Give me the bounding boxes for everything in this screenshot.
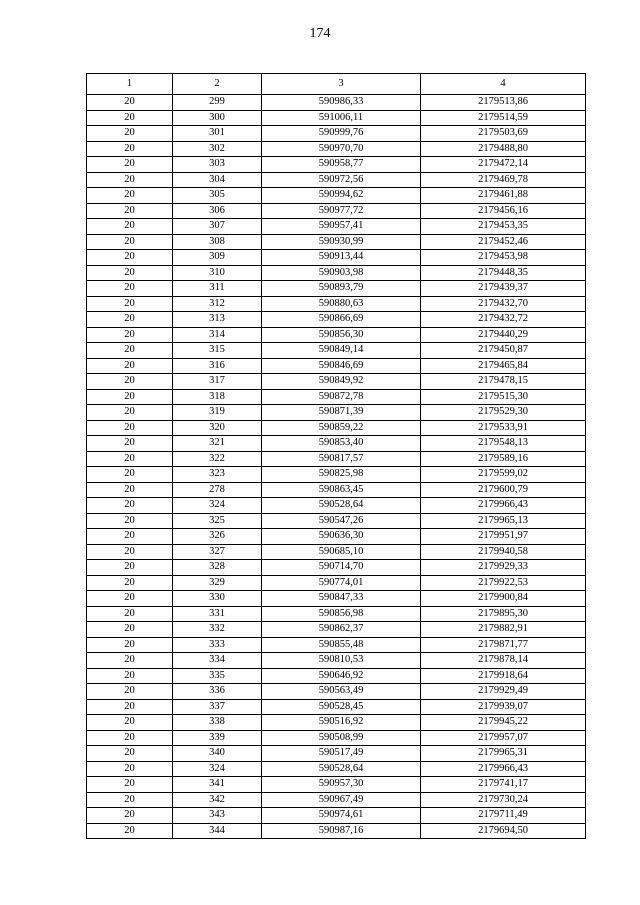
table-row [87, 560, 586, 576]
table-cell: 315 [173, 343, 262, 359]
table-row [87, 126, 586, 142]
table-cell: 590856,98 [262, 606, 421, 622]
table-row [87, 312, 586, 328]
table-cell: 20 [87, 575, 173, 591]
table-cell: 20 [87, 467, 173, 483]
table-cell: 2179589,16 [421, 451, 586, 467]
table-row [87, 746, 586, 762]
table-cell: 332 [173, 622, 262, 638]
table-cell: 319 [173, 405, 262, 421]
table-row [87, 637, 586, 653]
table-cell: 20 [87, 157, 173, 173]
table-cell: 590986,33 [262, 95, 421, 111]
table-cell: 312 [173, 296, 262, 312]
table-cell: 590903,98 [262, 265, 421, 281]
table-row [87, 684, 586, 700]
table-cell: 307 [173, 219, 262, 235]
table-row [87, 141, 586, 157]
table-row [87, 188, 586, 204]
table-row [87, 653, 586, 669]
table-cell: 20 [87, 141, 173, 157]
table-cell: 2179432,70 [421, 296, 586, 312]
table-cell: 311 [173, 281, 262, 297]
table-cell: 316 [173, 358, 262, 374]
table-cell: 329 [173, 575, 262, 591]
table-cell: 590528,45 [262, 699, 421, 715]
table-cell: 342 [173, 792, 262, 808]
table-cell: 2179469,78 [421, 172, 586, 188]
table-row [87, 405, 586, 421]
table-cell: 590957,41 [262, 219, 421, 235]
table-cell: 590563,49 [262, 684, 421, 700]
table-cell: 2179939,07 [421, 699, 586, 715]
table-header [87, 74, 586, 95]
column-header: 2 [173, 74, 262, 95]
table-cell: 20 [87, 761, 173, 777]
table-cell: 2179951,97 [421, 529, 586, 545]
table-cell: 590810,53 [262, 653, 421, 669]
table-cell: 2179730,24 [421, 792, 586, 808]
table-cell: 590849,92 [262, 374, 421, 390]
table-cell: 20 [87, 374, 173, 390]
table-cell: 2179453,98 [421, 250, 586, 266]
table-cell: 2179515,30 [421, 389, 586, 405]
table-cell: 590859,22 [262, 420, 421, 436]
table-cell: 323 [173, 467, 262, 483]
table-row [87, 172, 586, 188]
table-cell: 333 [173, 637, 262, 653]
table-cell: 590636,30 [262, 529, 421, 545]
table-cell: 2179600,79 [421, 482, 586, 498]
table-cell: 2179529,30 [421, 405, 586, 421]
table-cell: 2179599,02 [421, 467, 586, 483]
table-row [87, 343, 586, 359]
table-row [87, 482, 586, 498]
table-cell: 20 [87, 389, 173, 405]
table-cell: 590977,72 [262, 203, 421, 219]
table-cell: 20 [87, 343, 173, 359]
column-header: 1 [87, 74, 173, 95]
table-cell: 590930,99 [262, 234, 421, 250]
table-cell: 590846,69 [262, 358, 421, 374]
table-row [87, 808, 586, 824]
table-cell: 2179878,14 [421, 653, 586, 669]
table-cell: 308 [173, 234, 262, 250]
table-row [87, 296, 586, 312]
table-cell: 20 [87, 95, 173, 111]
table-cell: 321 [173, 436, 262, 452]
table-row [87, 95, 586, 111]
table-cell: 590974,61 [262, 808, 421, 824]
table-cell: 2179918,64 [421, 668, 586, 684]
table-cell: 2179448,35 [421, 265, 586, 281]
table-cell: 2179432,72 [421, 312, 586, 328]
table-cell: 344 [173, 823, 262, 839]
table-cell: 325 [173, 513, 262, 529]
table-cell: 322 [173, 451, 262, 467]
table-cell: 20 [87, 668, 173, 684]
table-cell: 20 [87, 296, 173, 312]
table-cell: 20 [87, 730, 173, 746]
table-cell: 20 [87, 513, 173, 529]
table-cell: 20 [87, 529, 173, 545]
table-cell: 20 [87, 110, 173, 126]
table-row [87, 110, 586, 126]
coordinates-table [86, 73, 586, 839]
table-cell: 20 [87, 405, 173, 421]
table-cell: 2179439,37 [421, 281, 586, 297]
table-cell: 2179965,31 [421, 746, 586, 762]
table-body [87, 95, 586, 839]
table-cell: 20 [87, 560, 173, 576]
table-row [87, 529, 586, 545]
table-cell: 2179966,43 [421, 761, 586, 777]
table-cell: 20 [87, 219, 173, 235]
table-cell: 2179513,86 [421, 95, 586, 111]
table-cell: 304 [173, 172, 262, 188]
table-cell: 303 [173, 157, 262, 173]
table-row [87, 823, 586, 839]
table-row [87, 250, 586, 266]
table-cell: 334 [173, 653, 262, 669]
table-cell: 590872,78 [262, 389, 421, 405]
table-cell: 338 [173, 715, 262, 731]
column-header: 4 [421, 74, 586, 95]
table-row [87, 575, 586, 591]
table-cell: 590508,99 [262, 730, 421, 746]
table-row [87, 420, 586, 436]
table-cell: 305 [173, 188, 262, 204]
table-cell: 590528,64 [262, 761, 421, 777]
table-cell: 278 [173, 482, 262, 498]
table-cell: 590994,62 [262, 188, 421, 204]
table-cell: 20 [87, 250, 173, 266]
table-cell: 331 [173, 606, 262, 622]
table-row [87, 699, 586, 715]
table-cell: 2179900,84 [421, 591, 586, 607]
table-cell: 343 [173, 808, 262, 824]
table-row [87, 265, 586, 281]
table-cell: 590847,33 [262, 591, 421, 607]
table-cell: 2179966,43 [421, 498, 586, 514]
table-cell: 590863,45 [262, 482, 421, 498]
table-cell: 590866,69 [262, 312, 421, 328]
table-cell: 2179440,29 [421, 327, 586, 343]
table-cell: 2179940,58 [421, 544, 586, 560]
table-row [87, 498, 586, 514]
table-cell: 317 [173, 374, 262, 390]
table-cell: 341 [173, 777, 262, 793]
table-cell: 2179533,91 [421, 420, 586, 436]
table-cell: 339 [173, 730, 262, 746]
table-cell: 324 [173, 498, 262, 514]
table-cell: 2179895,30 [421, 606, 586, 622]
table-cell: 20 [87, 544, 173, 560]
table-cell: 20 [87, 327, 173, 343]
table-row [87, 374, 586, 390]
table-cell: 20 [87, 451, 173, 467]
table-cell: 20 [87, 637, 173, 653]
table-cell: 590862,37 [262, 622, 421, 638]
table-row [87, 622, 586, 638]
table-row [87, 591, 586, 607]
table-cell: 336 [173, 684, 262, 700]
table-row [87, 467, 586, 483]
table-row [87, 606, 586, 622]
table-cell: 2179456,16 [421, 203, 586, 219]
table-cell: 2179450,87 [421, 343, 586, 359]
table-cell: 320 [173, 420, 262, 436]
table-cell: 20 [87, 699, 173, 715]
table-cell: 2179472,14 [421, 157, 586, 173]
table-cell: 309 [173, 250, 262, 266]
table-cell: 590972,56 [262, 172, 421, 188]
table-cell: 590871,39 [262, 405, 421, 421]
table-cell: 20 [87, 498, 173, 514]
table-cell: 20 [87, 622, 173, 638]
table-cell: 20 [87, 746, 173, 762]
table-cell: 590849,14 [262, 343, 421, 359]
table-cell: 318 [173, 389, 262, 405]
table-row [87, 761, 586, 777]
table-cell: 335 [173, 668, 262, 684]
table-row [87, 389, 586, 405]
table-cell: 20 [87, 358, 173, 374]
table-cell: 313 [173, 312, 262, 328]
table-cell: 330 [173, 591, 262, 607]
table-cell: 590987,16 [262, 823, 421, 839]
table-cell: 337 [173, 699, 262, 715]
table-cell: 590714,70 [262, 560, 421, 576]
table-cell: 2179945,22 [421, 715, 586, 731]
table-cell: 590547,26 [262, 513, 421, 529]
table-row [87, 451, 586, 467]
table-cell: 590516,92 [262, 715, 421, 731]
table-cell: 591006,11 [262, 110, 421, 126]
table-cell: 20 [87, 715, 173, 731]
table-cell: 20 [87, 188, 173, 204]
table-cell: 2179548,13 [421, 436, 586, 452]
table-cell: 590855,48 [262, 637, 421, 653]
table-cell: 300 [173, 110, 262, 126]
table-cell: 590853,40 [262, 436, 421, 452]
table-cell: 2179929,49 [421, 684, 586, 700]
table-row [87, 327, 586, 343]
header-row [87, 74, 586, 95]
table-cell: 314 [173, 327, 262, 343]
table-row [87, 203, 586, 219]
table-row [87, 730, 586, 746]
table-cell: 340 [173, 746, 262, 762]
table-cell: 2179711,49 [421, 808, 586, 824]
table-cell: 20 [87, 823, 173, 839]
table-cell: 2179694,50 [421, 823, 586, 839]
table-cell: 590970,70 [262, 141, 421, 157]
table-cell: 20 [87, 203, 173, 219]
table-cell: 20 [87, 684, 173, 700]
table-row [87, 513, 586, 529]
table-cell: 2179478,15 [421, 374, 586, 390]
column-header: 3 [262, 74, 421, 95]
table-cell: 20 [87, 606, 173, 622]
table-row [87, 668, 586, 684]
table-cell: 2179461,88 [421, 188, 586, 204]
table-cell: 301 [173, 126, 262, 142]
table-cell: 20 [87, 234, 173, 250]
table-cell: 2179488,80 [421, 141, 586, 157]
table-cell: 590999,76 [262, 126, 421, 142]
table-cell: 2179922,53 [421, 575, 586, 591]
table-cell: 2179965,13 [421, 513, 586, 529]
table-row [87, 544, 586, 560]
table-cell: 2179741,17 [421, 777, 586, 793]
table-cell: 590517,49 [262, 746, 421, 762]
table-cell: 2179453,35 [421, 219, 586, 235]
table-cell: 20 [87, 777, 173, 793]
table-cell: 590913,44 [262, 250, 421, 266]
table-cell: 2179929,33 [421, 560, 586, 576]
table-cell: 2179957,07 [421, 730, 586, 746]
table-cell: 590893,79 [262, 281, 421, 297]
table-cell: 590957,30 [262, 777, 421, 793]
table-cell: 310 [173, 265, 262, 281]
table-cell: 299 [173, 95, 262, 111]
table-cell: 2179452,46 [421, 234, 586, 250]
table-cell: 590817,57 [262, 451, 421, 467]
table-cell: 20 [87, 281, 173, 297]
table-cell: 328 [173, 560, 262, 576]
table-cell: 590958,77 [262, 157, 421, 173]
table-cell: 327 [173, 544, 262, 560]
table-cell: 590856,30 [262, 327, 421, 343]
table-cell: 2179882,91 [421, 622, 586, 638]
table-row [87, 234, 586, 250]
table-cell: 20 [87, 653, 173, 669]
table-cell: 590646,92 [262, 668, 421, 684]
table-cell: 2179503,69 [421, 126, 586, 142]
table-row [87, 792, 586, 808]
table-row [87, 436, 586, 452]
table-cell: 306 [173, 203, 262, 219]
table-cell: 590825,98 [262, 467, 421, 483]
table-cell: 326 [173, 529, 262, 545]
table-cell: 20 [87, 792, 173, 808]
table-cell: 20 [87, 420, 173, 436]
table-cell: 20 [87, 482, 173, 498]
table-cell: 20 [87, 312, 173, 328]
table-cell: 590528,64 [262, 498, 421, 514]
table-cell: 590685,10 [262, 544, 421, 560]
table-row [87, 777, 586, 793]
table-row [87, 157, 586, 173]
table-cell: 20 [87, 126, 173, 142]
table-row [87, 281, 586, 297]
table-cell: 20 [87, 172, 173, 188]
table-cell: 2179465,84 [421, 358, 586, 374]
table-row [87, 358, 586, 374]
table-cell: 20 [87, 808, 173, 824]
table-cell: 20 [87, 591, 173, 607]
table-row [87, 219, 586, 235]
table-row [87, 715, 586, 731]
table-cell: 2179871,77 [421, 637, 586, 653]
table-cell: 590880,63 [262, 296, 421, 312]
page-number: 174 [309, 26, 331, 41]
table-cell: 590774,01 [262, 575, 421, 591]
table-cell: 590967,49 [262, 792, 421, 808]
table-cell: 20 [87, 436, 173, 452]
table-cell: 20 [87, 265, 173, 281]
table-cell: 2179514,59 [421, 110, 586, 126]
table-cell: 302 [173, 141, 262, 157]
table-cell: 324 [173, 761, 262, 777]
